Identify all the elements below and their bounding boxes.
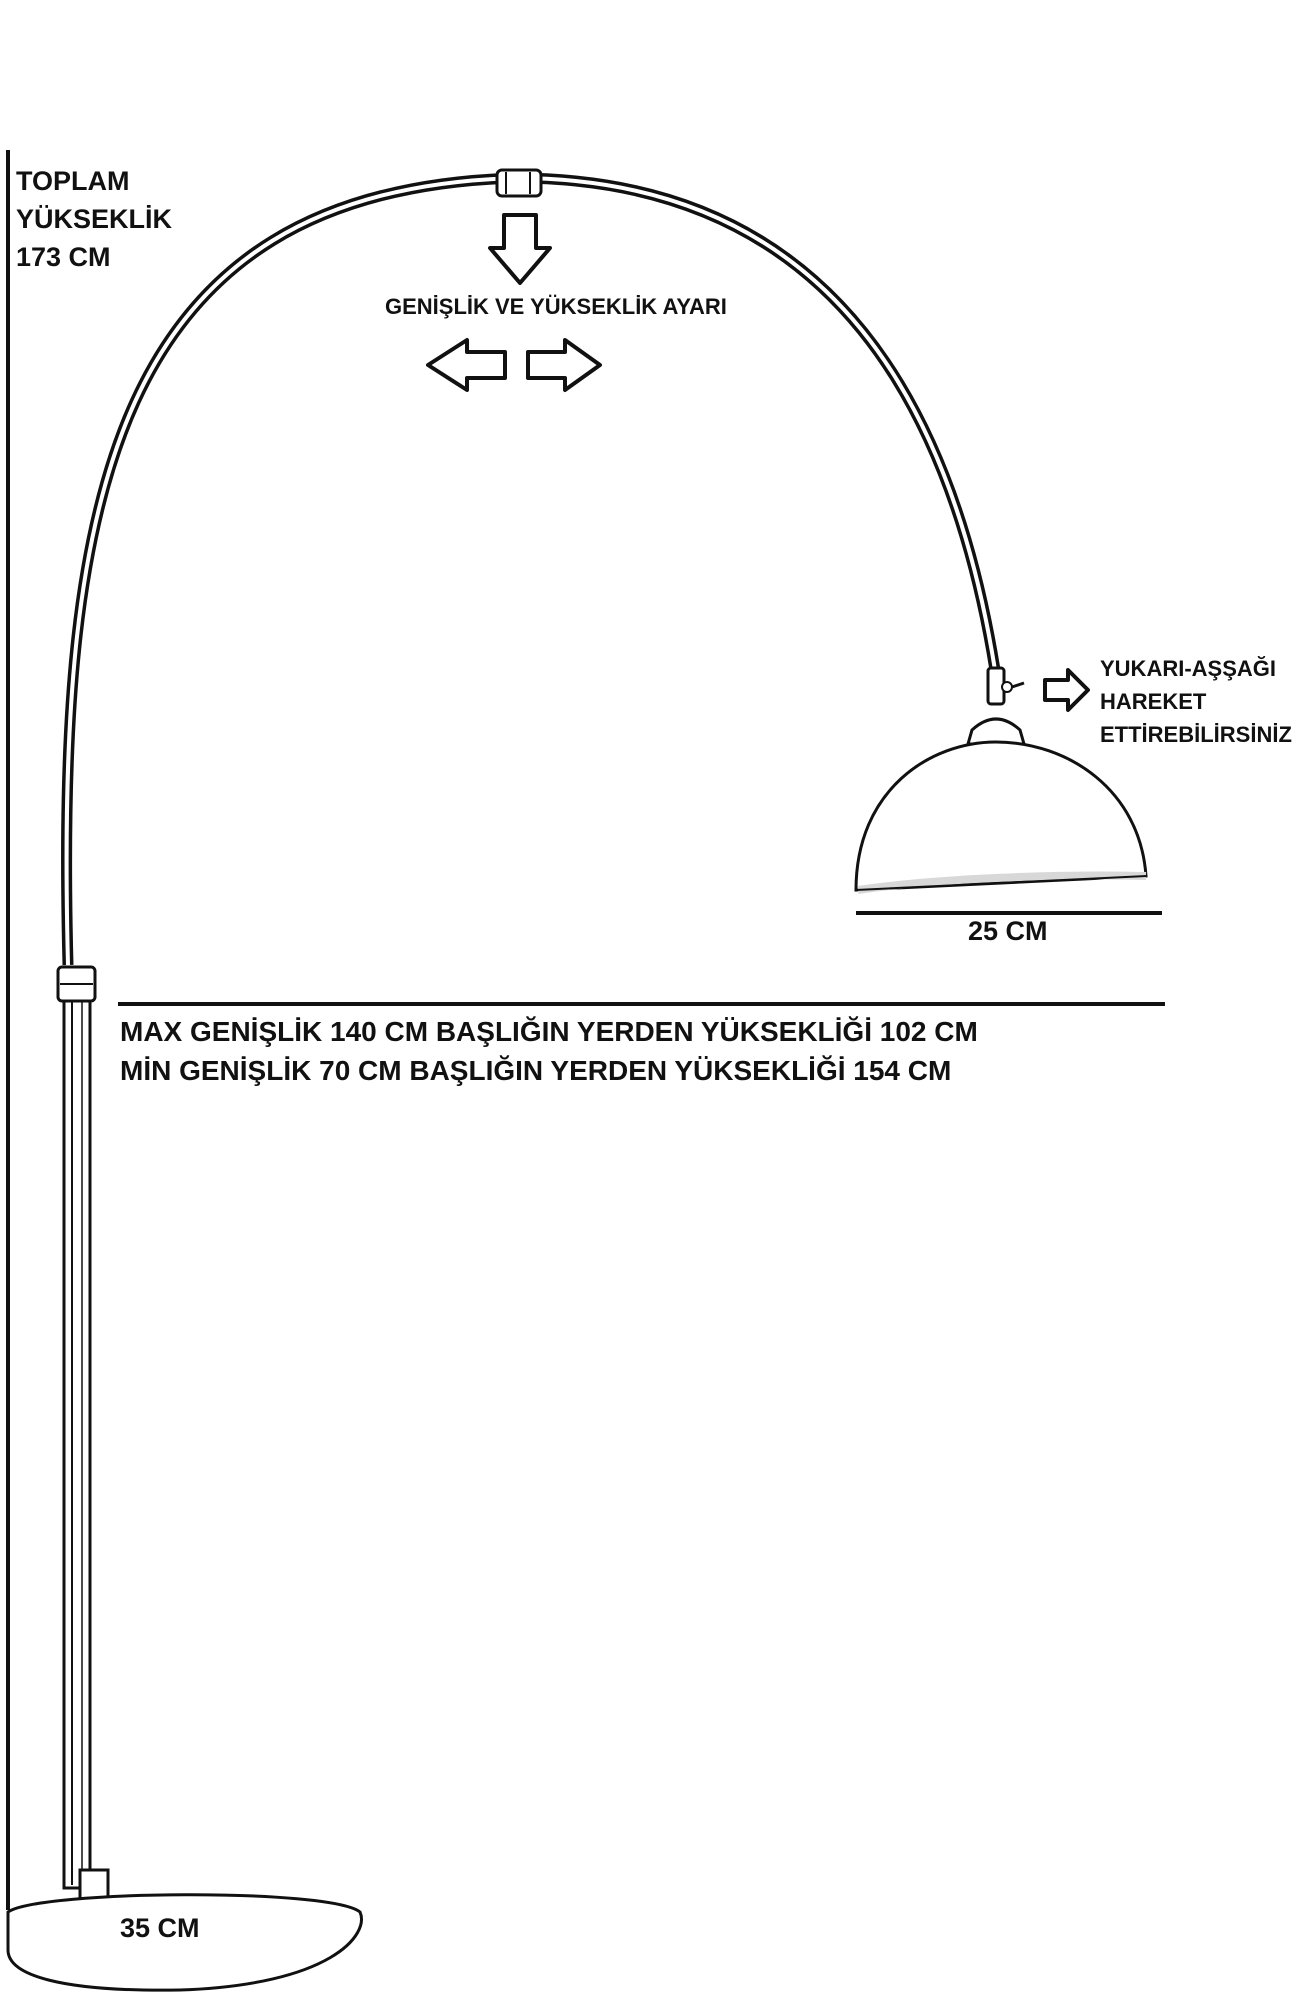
shade-connector xyxy=(968,668,1024,744)
lamp-pole xyxy=(64,998,90,1888)
arrow-right-small-icon xyxy=(1045,670,1088,710)
arrow-right-icon xyxy=(528,340,600,390)
arrow-down-icon xyxy=(490,215,550,283)
top-joint xyxy=(497,170,541,196)
adjustment-label: GENİŞLİK VE YÜKSEKLİK AYARI xyxy=(385,294,727,319)
up-down-label: YUKARI-AŞŞAĞI HAREKET ETTİREBİLİRSİNİZ xyxy=(1100,656,1292,747)
min-width-spec: MİN GENİŞLİK 70 CM BAŞLIĞIN YERDEN YÜKSEKLİĞİ 154 CM xyxy=(120,1055,952,1086)
arrow-left-icon xyxy=(428,340,505,390)
total-height-label: TOPLAM YÜKSEKLİK 173 CM xyxy=(16,166,173,272)
shade-width-label: 25 CM xyxy=(968,916,1048,946)
max-width-spec: MAX GENİŞLİK 140 CM BAŞLIĞIN YERDEN YÜKSEKLİĞİ 102 CM xyxy=(120,1016,978,1047)
base-width-label: 35 CM xyxy=(120,1913,200,1943)
width-specs xyxy=(120,1012,978,1090)
lamp-shade xyxy=(856,742,1146,890)
